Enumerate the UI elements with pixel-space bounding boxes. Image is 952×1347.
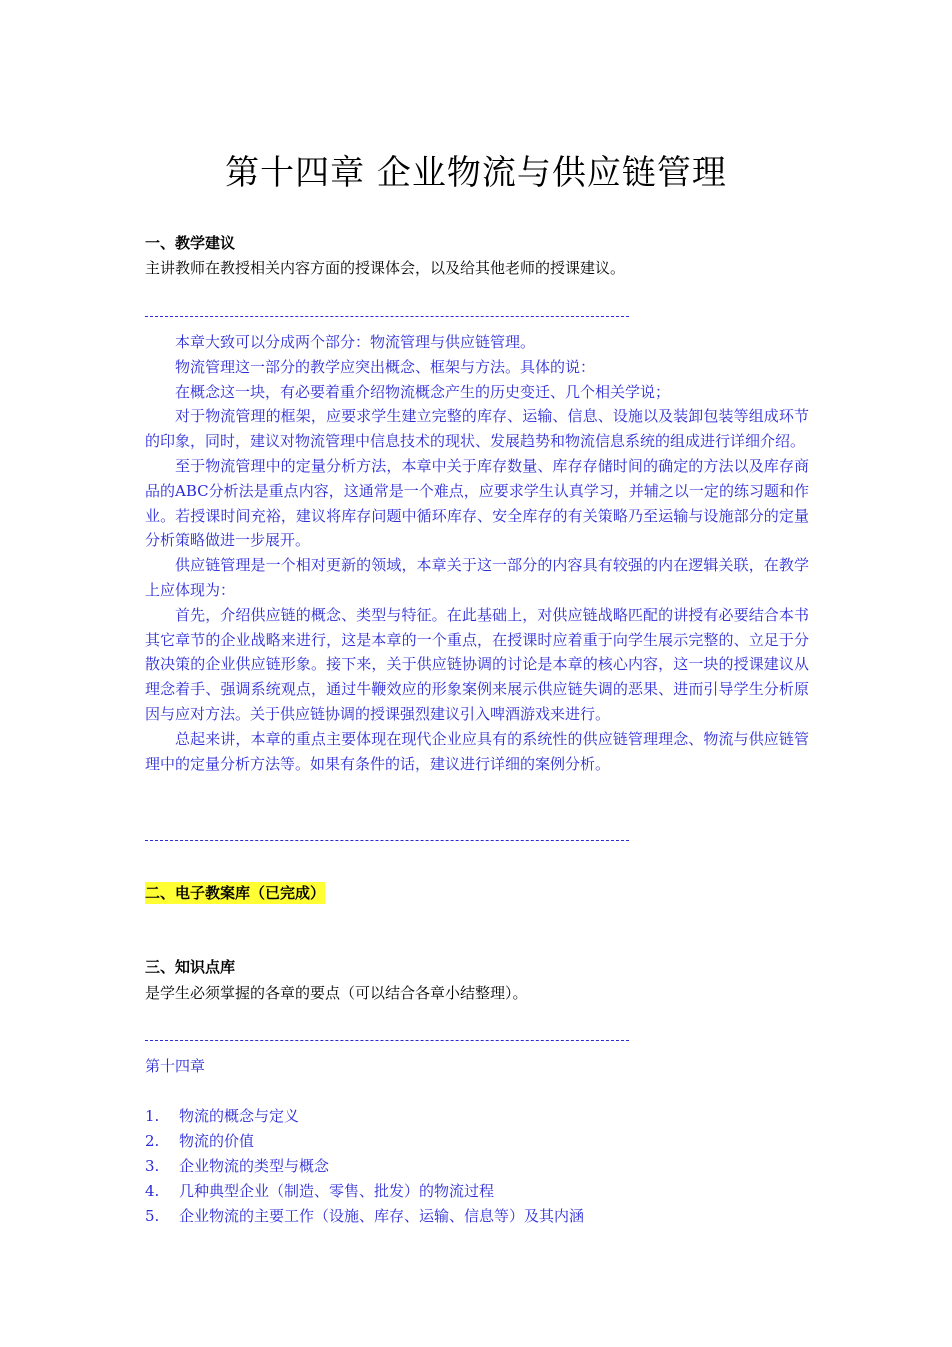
list-text: 物流的价值 — [179, 1132, 255, 1150]
list-text: 企业物流的主要工作（设施、库存、运输、信息等）及其内涵 — [179, 1207, 585, 1225]
paragraph: 首先，介绍供应链的概念、类型与特征。在此基础上，对供应链战略匹配的讲授有必要结合本书其它章节的企业战略来进行，这是本章的一个重点，在授课时应着重于向学生展示完整的、立足于分散决策的企业供应链形象。接下来，关于供应链协调的讨论是本章的核心内容，这一块的授课建议从理念着手、强调系统观点，通过牛鞭效应的形象案例来展示供应链失调的恶果、进而引导学生分析原因与应对方法。关于供应链协调的授课强烈建议引入啤酒游戏来进行。 — [145, 605, 809, 723]
list-number: 1. — [145, 1107, 160, 1125]
knowledge-point-list — [145, 1104, 584, 1229]
paragraph: 本章大致可以分成两个部分：物流管理与供应链管理。 — [175, 333, 536, 351]
paragraph: 总起来讲，本章的重点主要体现在现代企业应具有的系统性的供应链管理理念、物流与供应链管理中的定量分析方法等。如果有条件的话，建议进行详细的案例分析。 — [145, 729, 809, 773]
list-item — [145, 1204, 584, 1229]
section-intro-teaching-suggestions: 主讲教师在教授相关内容方面的授课体会，以及给其他老师的授课建议。 — [145, 259, 626, 277]
dashed-divider-bottom — [145, 840, 629, 841]
section-intro-knowledge-points: 是学生必须掌握的各章的要点（可以结合各章小结整理）。 — [145, 984, 528, 1002]
section-heading-knowledge-points: 三、知识点库 — [145, 958, 236, 976]
list-item — [145, 1129, 584, 1154]
paragraph: 在概念这一块，有必要着重介绍物流概念产生的历史变迁、几个相关学说； — [175, 382, 671, 401]
dashed-divider-knowledge — [145, 1040, 629, 1041]
teaching-suggestion-body — [145, 330, 809, 776]
paragraph: 供应链管理是一个相对更新的领域，本章关于这一部分的内容具有较强的内在逻辑关联，在教学上应体现为： — [145, 556, 809, 599]
paragraph: 物流管理这一部分的教学应突出概念、框架与方法。具体的说： — [175, 357, 596, 376]
chapter-label: 第十四章 — [145, 1057, 206, 1075]
page-title: 第十四章 企业物流与供应链管理 — [225, 153, 727, 193]
section-heading-teaching-suggestions: 一、教学建议 — [145, 234, 236, 252]
list-number: 4. — [145, 1182, 160, 1200]
list-text: 企业物流的类型与概念 — [179, 1157, 330, 1175]
list-text: 几种典型企业（制造、零售、批发）的物流过程 — [179, 1182, 495, 1200]
list-item — [145, 1104, 584, 1129]
list-number: 3. — [145, 1157, 160, 1175]
list-item — [145, 1154, 584, 1179]
paragraph: 对于物流管理的框架，应要求学生建立完整的库存、运输、信息、设施以及装卸包装等组成环节的印象，同时，建议对物流管理中信息技术的现状、发展趋势和物流信息系统的组成进行详细介绍。 — [145, 407, 809, 451]
dashed-divider-top — [145, 316, 629, 317]
list-text: 物流的概念与定义 — [179, 1107, 300, 1125]
list-item — [145, 1179, 584, 1204]
list-number: 5. — [145, 1207, 160, 1225]
section-heading-e-lesson-plans — [145, 882, 325, 904]
paragraph: 至于物流管理中的定量分析方法，本章中关于库存数量、库存存储时间的确定的方法以及库存商品的ABC分析法是重点内容，这通常是一个难点，应要求学生认真学习，并辅之以一定的练习题和作业。若授课时间充裕，建议将库存问题中循环库存、安全库存的有关策略乃至运输与设施部分的定量分析策略做进一步展开。 — [145, 456, 809, 550]
highlighted-heading: 二、电子教案库（已完成） — [145, 884, 326, 902]
list-number: 2. — [145, 1132, 160, 1150]
